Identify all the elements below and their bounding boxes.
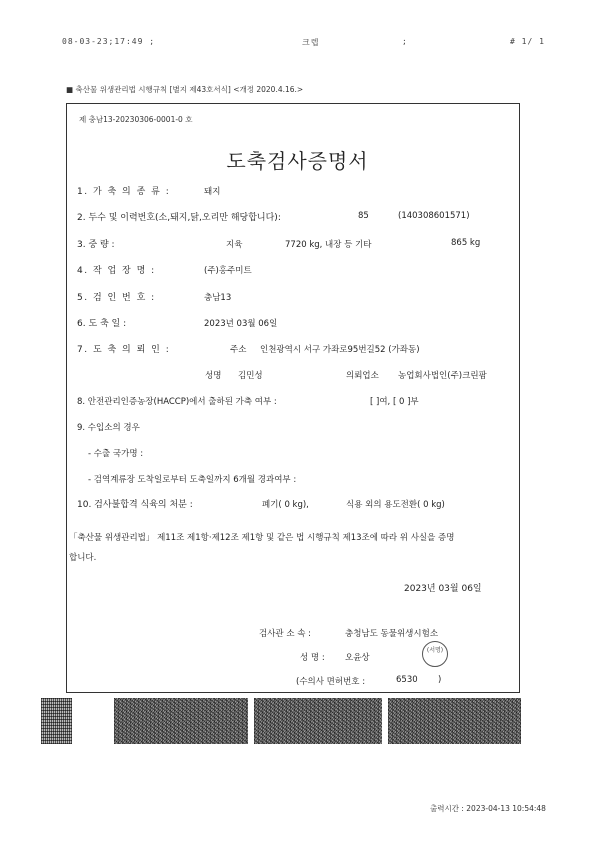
statement-line1: 「축산물 위생관리법」 제11조 제1항·제12조 제1항 및 같은 법 시행규칙 제13조에 따라 위 사실을 증명	[69, 533, 455, 543]
security-pattern-3	[388, 698, 521, 744]
item1-label: 1. 가 축 의 종 류 :	[77, 187, 171, 197]
inspector-affiliation: 충청남도 동물위생시험소	[345, 629, 439, 639]
item5-value: 충남13	[204, 293, 232, 303]
fax-sender: 크렙	[302, 38, 320, 47]
item3-label: 3. 중 량 :	[77, 240, 115, 250]
item10-disposal: 폐기( 0 kg),	[262, 500, 309, 510]
item7-org: 농업회사법인(주)크린팜	[398, 371, 487, 381]
form-reference: ■ 축산물 위생관리법 시행규칙 [별지 제43호서식] <개정 2020.4.16.>	[66, 85, 304, 94]
item9-label: 9. 수입소의 경우	[77, 423, 140, 433]
item9-export-country: - 수출 국가명 :	[88, 449, 144, 459]
item2-label: 2. 두수 및 이력번호(소,돼지,닭,오리만 해당합니다):	[77, 213, 281, 223]
item7-name: 김민성	[238, 371, 263, 381]
item2-count: 85	[358, 211, 369, 221]
item7-name-label: 성명	[205, 371, 222, 381]
item3-weight: 7720 kg, 내장 등 기타	[285, 240, 372, 250]
seal-text: (서명)	[426, 647, 444, 654]
print-timestamp: 출력시간 : 2023-04-13 10:54:48	[430, 804, 546, 813]
item7-org-label: 의뢰업소	[346, 371, 379, 381]
item7-label: 7. 도 축 의 뢰 인 :	[77, 345, 171, 355]
issue-date: 2023년 03월 06일	[404, 584, 482, 594]
item4-label: 4. 작 업 장 명 :	[77, 266, 156, 276]
statement-line2: 합니다.	[69, 553, 97, 563]
item4-value: (주)홍주미트	[204, 266, 252, 276]
item5-label: 5. 검 인 번 호 :	[77, 293, 156, 303]
item1-value: 돼지	[204, 187, 221, 197]
license-number: 6530	[396, 675, 418, 685]
inspector-name: 오윤상	[345, 653, 370, 663]
inspector-name-label: 성 명 :	[300, 653, 325, 663]
item9-quarantine-period: - 검역계류장 도착일로부터 도축일까지 6개월 경과여부 :	[88, 475, 297, 485]
item2-trace-number: (140308601571)	[398, 211, 470, 221]
item10-other-use: 식용 외의 용도전환( 0 kg)	[346, 500, 445, 510]
item8-value: [ ]여, [ 0 ]부	[370, 397, 419, 407]
item6-label: 6. 도 축 일 :	[77, 319, 127, 329]
document-title: 도축검사증명서	[226, 149, 369, 173]
qr-code	[41, 698, 72, 744]
item3-part: 지육	[226, 240, 243, 250]
security-pattern-2	[254, 698, 382, 744]
seal-stamp	[422, 641, 448, 667]
item6-value: 2023년 03월 06일	[204, 319, 278, 329]
item7-address: 인천광역시 서구 가좌로95번길52 (가좌동)	[260, 345, 420, 355]
item7-address-label: 주소	[230, 345, 247, 355]
inspector-affiliation-label: 검사관 소 속 :	[259, 629, 312, 639]
certificate-number: 제 충남13-20230306-0001-0 호	[79, 115, 193, 124]
fax-datetime: 08-03-23;17:49 ;	[62, 37, 156, 46]
item10-label: 10. 검사불합격 식육의 처분 :	[77, 500, 193, 510]
license-close: )	[438, 675, 442, 685]
security-pattern-1	[114, 698, 248, 744]
item8-label: 8. 안전관리인증농장(HACCP)에서 출하된 가축 여부 :	[77, 397, 277, 407]
item3-other-weight: 865 kg	[451, 238, 481, 248]
fax-separator: ;	[402, 37, 408, 46]
license-label: (수의사 면허번호 :	[296, 677, 366, 687]
fax-page: # 1/ 1	[510, 37, 545, 46]
